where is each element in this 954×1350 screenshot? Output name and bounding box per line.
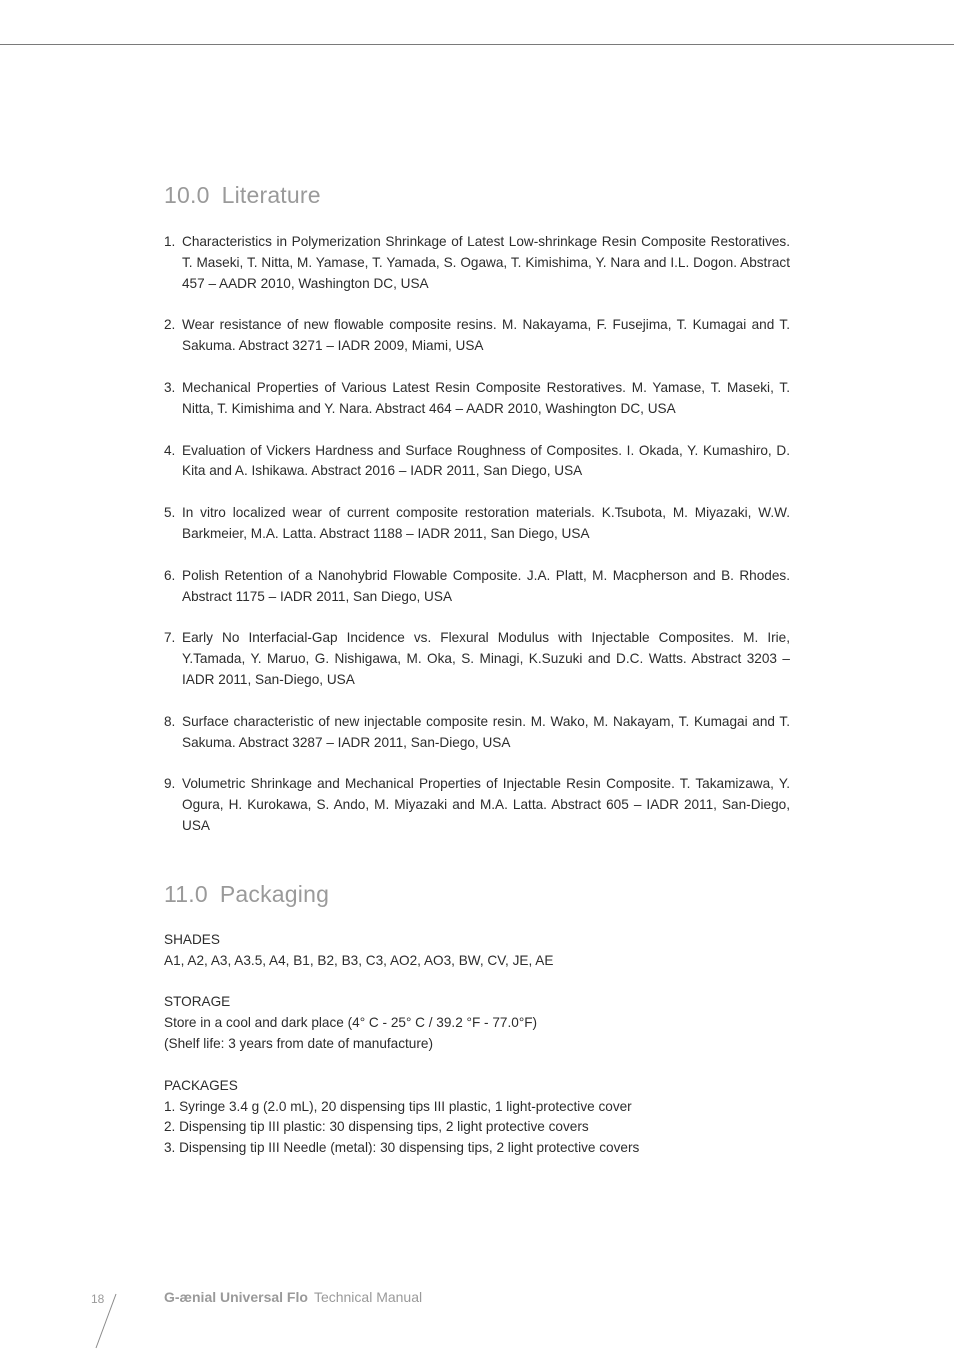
literature-section-title: Literature bbox=[221, 182, 321, 208]
reference-item bbox=[164, 315, 790, 357]
reference-text: Polish Retention of a Nanohybrid Flowable Composite. J.A. Platt, M. Macpherson and B. Rhodes. Abstract 1175 – IADR 2011, San Diego, USA bbox=[182, 567, 790, 604]
reference-text: Volumetric Shrinkage and Mechanical Properties of Injectable Resin Composite. T. Takamizawa, Y. Ogura, H. Kurokawa, S. Ando, M. Miyazaki and M.A. Latta. Abstract 605 – IADR 2011, San-Diego, USA bbox=[182, 776, 790, 833]
reference-number: 2. bbox=[164, 317, 176, 333]
reference-item bbox=[164, 566, 790, 608]
reference-number: 5. bbox=[164, 505, 176, 521]
packaging-section-number: 11.0 bbox=[164, 880, 208, 907]
packages-heading: PACKAGES bbox=[164, 1077, 238, 1093]
reference-item bbox=[164, 503, 790, 545]
shades-block bbox=[164, 930, 790, 972]
reference-item bbox=[164, 378, 790, 420]
reference-item bbox=[164, 628, 790, 690]
package-item: 1. Syringe 3.4 g (2.0 mL), 20 dispensing tips III plastic, 1 light-protective cover bbox=[164, 1098, 632, 1114]
reference-number: 3. bbox=[164, 379, 176, 395]
reference-text: Evaluation of Vickers Hardness and Surface Roughness of Composites. I. Okada, Y. Kumashiro, D. Kita and A. Ishikawa. Abstract 2016 – IADR 2011, San Diego, USA bbox=[182, 442, 790, 479]
packaging-section-title: Packaging bbox=[219, 880, 330, 907]
literature-heading bbox=[164, 178, 790, 212]
storage-conditions: Store in a cool and dark place (4° C - 25° C / 39.2 °F - 77.0°F) bbox=[164, 1015, 538, 1031]
footer-slash-mark bbox=[92, 1292, 120, 1350]
reference-item bbox=[164, 712, 790, 754]
reference-number: 6. bbox=[164, 567, 176, 583]
packaging-heading bbox=[164, 877, 790, 911]
reference-text: Early No Interfacial-Gap Incidence vs. Flexural Modulus with Injectable Composites. M. Irie, Y.Tamada, Y. Maruo, G. Nishigawa, M. Oka, S. Minagi, K.Suzuki and D.C. Watts. Abstract 3203 – IADR 2011, San-Diego, USA bbox=[182, 630, 790, 687]
footer-product-name: G-ænial Universal Flo bbox=[164, 1289, 308, 1305]
storage-heading: STORAGE bbox=[164, 994, 231, 1010]
literature-section-number: 10.0 bbox=[164, 182, 210, 208]
reference-text: Surface characteristic of new injectable composite resin. M. Wako, M. Nakayam, T. Kumagai and T. Sakuma. Abstract 3287 – IADR 2011, San-Diego, USA bbox=[182, 713, 790, 750]
page-content bbox=[164, 178, 790, 1159]
reference-number: 7. bbox=[164, 630, 176, 646]
reference-list bbox=[164, 232, 790, 837]
storage-block bbox=[164, 992, 790, 1054]
footer-title bbox=[164, 1289, 422, 1305]
footer-document-name: Technical Manual bbox=[313, 1289, 423, 1305]
shades-heading: SHADES bbox=[164, 931, 220, 947]
reference-item bbox=[164, 441, 790, 483]
reference-text: Wear resistance of new flowable composite resins. M. Nakayama, F. Fusejima, T. Kumagai and T. Sakuma. Abstract 3271 – IADR 2009, Miami, USA bbox=[182, 317, 790, 354]
reference-text: Mechanical Properties of Various Latest Resin Composite Restoratives. M. Yamase, T. Maseki, T. Nitta, T. Kimishima and Y. Nara. Abstract 464 – AADR 2010, Washington DC, USA bbox=[182, 379, 790, 416]
header-rule bbox=[0, 44, 954, 45]
reference-text: In vitro localized wear of current composite restoration materials. K.Tsubota, M. Miyazaki, W.W. Barkmeier, M.A. Latta. Abstract 1188 – IADR 2011, San Diego, USA bbox=[182, 505, 790, 541]
reference-number: 4. bbox=[164, 442, 176, 458]
package-item: 2. Dispensing tip III plastic: 30 dispensing tips, 2 light protective covers bbox=[164, 1119, 589, 1135]
packages-block bbox=[164, 1076, 790, 1159]
reference-number: 1. bbox=[164, 234, 176, 249]
reference-text: Characteristics in Polymerization Shrinkage of Latest Low-shrinkage Resin Composite Restoratives. T. Maseki, T. Nitta, M. Yamase, T. Yamada, S. Ogawa, T. Kimishima, Y. Nara and I.L. Dogon. Abstract 457 – AADR 2010, Washington DC, USA bbox=[182, 234, 790, 291]
reference-number: 8. bbox=[164, 713, 176, 729]
package-item: 3. Dispensing tip III Needle (metal): 30 dispensing tips, 2 light protective covers bbox=[164, 1140, 640, 1156]
shelf-life: (Shelf life: 3 years from date of manufacture) bbox=[164, 1035, 433, 1051]
shades-list: A1, A2, A3, A3.5, A4, B1, B2, B3, C3, AO2, AO3, BW, CV, JE, AE bbox=[164, 952, 554, 968]
reference-item bbox=[164, 232, 790, 294]
page-number: 18 bbox=[91, 1292, 105, 1306]
reference-number: 9. bbox=[164, 776, 176, 792]
reference-item bbox=[164, 774, 790, 836]
